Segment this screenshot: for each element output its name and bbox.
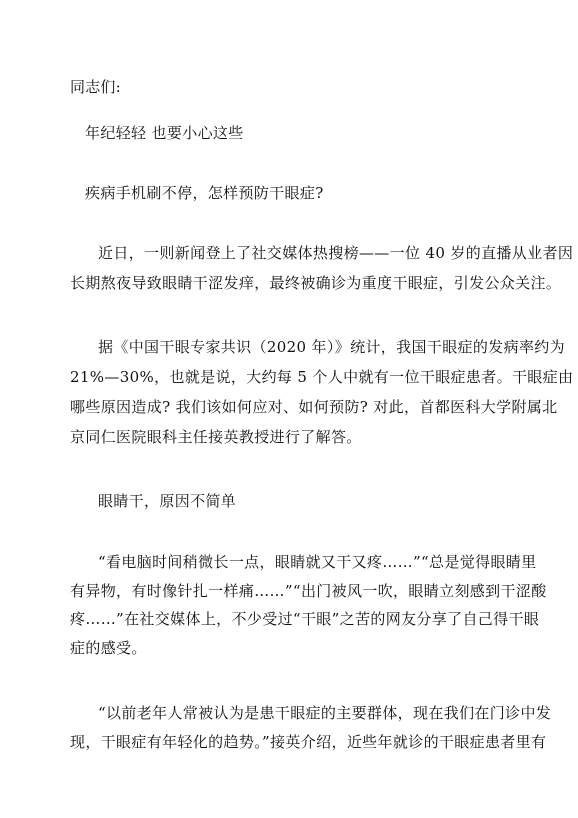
paragraph-2-line-4: 京同仁医院眼科主任接英教授进行了解答。 <box>70 428 362 446</box>
paragraph-4-line-2: 现，干眼症有年轻化的趋势。”接英介绍，近些年就诊的干眼症患者里有 <box>70 733 547 751</box>
paragraph-2-line-2: 21%—30%，也就是说，大约每 5 个人中就有一位干眼症患者。干眼症由 <box>70 368 574 386</box>
paragraph-3-line-4: 症的感受。 <box>70 639 147 657</box>
section-heading-3: 眼睛干，原因不简单 <box>98 492 237 510</box>
paragraph-3-line-1: “看电脑时间稍微长一点，眼睛就又干又疼……”“总是觉得眼睛里 <box>98 553 537 571</box>
greeting-line: 同志们: <box>70 78 121 96</box>
paragraph-2-line-1: 据《中国干眼专家共识（2020 年）》统计，我国干眼症的发病率约为 <box>98 338 565 356</box>
paragraph-1-line-2: 长期熬夜导致眼睛干涩发痒，最终被确诊为重度干眼症，引发公众关注。 <box>70 274 562 292</box>
paragraph-3-line-3: 疼……”在社交媒体上，不少受过“干眼”之苦的网友分享了自己得干眼 <box>70 610 540 628</box>
paragraph-3-line-2: 有异物，有时像针扎一样痛……”“出门被风一吹，眼睛立刻感到干涩酸 <box>70 582 547 600</box>
paragraph-1-line-1: 近日，一则新闻登上了社交媒体热搜榜——一位 40 岁的直播从业者因 <box>98 244 574 262</box>
paragraph-4-line-1: “以前老年人常被认为是患干眼症的主要群体，现在我们在门诊中发 <box>98 704 552 722</box>
section-heading-1: 年纪轻轻 也要小心这些 <box>85 124 244 142</box>
paragraph-2-line-3: 哪些原因造成? 我们该如何应对、如何预防? 对此，首都医科大学附属北 <box>70 398 558 416</box>
section-heading-2: 疾病手机刷不停，怎样预防干眼症? <box>85 184 324 202</box>
